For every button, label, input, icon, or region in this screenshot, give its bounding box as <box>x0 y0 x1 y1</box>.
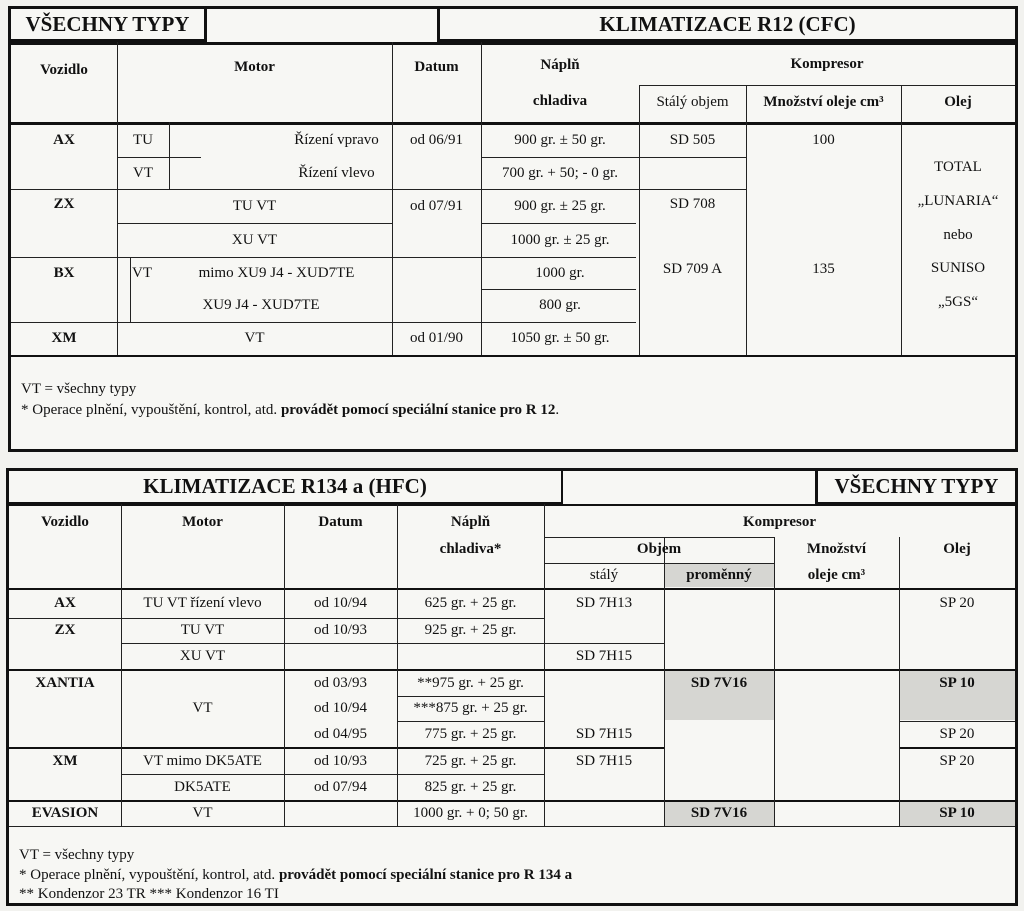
r134a-xantia-olej-3: SP 20 <box>939 725 975 742</box>
r134a-xm-datum-2: od 07/94 <box>314 778 367 795</box>
r134a-xm-napln-1: 725 gr. + 25 gr. <box>424 752 517 769</box>
r12-header-kompresor: Kompresor <box>790 56 864 73</box>
r12-header-vozidlo: Vozidlo <box>40 62 88 79</box>
r12-note-operace-bold: provádět pomocí speciální stanice pro R 12 <box>280 402 556 418</box>
r134a-ax-motor: TU VT řízení vlevo <box>143 595 262 612</box>
r134a-xantia-promenny: SD 7V16 <box>690 675 748 692</box>
r12-header-datum: Datum <box>414 59 459 76</box>
r134a-header-objem: Objem <box>636 541 682 558</box>
r12-zx-motor-2: XU VT <box>231 231 278 248</box>
r134a-xm-motor-2: DK5ATE <box>174 778 231 795</box>
r12-ax: AX <box>53 132 75 149</box>
r134a-evasion-promenny: SD 7V16 <box>690 804 748 821</box>
r12-bx-mnozstvi: 135 <box>812 261 835 278</box>
r134a-tag: VŠECHNY TYPY <box>815 471 1015 504</box>
r134a-zx-staly: SD 7H15 <box>575 647 633 664</box>
r12-xm-motor: VT <box>244 330 265 347</box>
r134a-header-oleje: oleje cm³ <box>807 566 866 583</box>
r12-xm-napln: 1050 gr. ± 50 gr. <box>510 330 610 347</box>
r134a-note-operace-bold: provádět pomocí speciální stanice pro R 134 a <box>278 867 573 883</box>
r134a-header-olej: Olej <box>943 541 971 558</box>
r12-header-motor: Motor <box>234 59 275 76</box>
r134a-xantia-napln-1: **975 gr. + 25 gr. <box>417 674 524 691</box>
r134a-ax: AX <box>54 595 76 612</box>
r12-ax-kompresor: SD 505 <box>669 132 716 149</box>
r12-xm-datum: od 01/90 <box>410 330 463 347</box>
r12-note-operace-end: . <box>555 402 560 418</box>
r134a-header-motor: Motor <box>182 514 223 531</box>
r134a-evasion: EVASION <box>31 804 99 821</box>
r12-bx-napln-2: 800 gr. <box>539 297 581 314</box>
r12-ax-tu: TU <box>133 132 153 149</box>
r134a-header-vozidlo: Vozidlo <box>41 514 89 531</box>
r12-ax-rizeni-vlevo: Řízení vlevo <box>298 164 375 181</box>
r12-bx: BX <box>53 265 75 282</box>
r134a-xantia: XANTIA <box>35 675 95 692</box>
r134a-header-staly: stálý <box>589 566 619 583</box>
r12-header-staly: Stálý objem <box>656 94 729 111</box>
r134a-xm-datum-1: od 10/93 <box>314 752 367 769</box>
r134a-zx-motor-1: TU VT <box>180 622 225 639</box>
r12-ax-napln-2: 700 gr. + 50; - 0 gr. <box>502 164 618 181</box>
r134a-header-kompresor: Kompresor <box>742 514 817 531</box>
r134a-header-chladiva: chladiva* <box>439 541 502 558</box>
r134a-note-operace <box>19 867 572 884</box>
r12-bx-motor-2: XU9 J4 - XUD7TE <box>202 297 320 314</box>
r12-zx-kompresor: SD 708 <box>669 196 716 213</box>
r12-bx-vt: VT <box>132 265 152 282</box>
r134a-xantia-staly-3: SD 7H15 <box>575 725 633 742</box>
r12-xm: XM <box>51 330 77 347</box>
r12-ax-mnozstvi: 100 <box>812 132 835 149</box>
r12-zx-napln-1: 900 gr. ± 25 gr. <box>514 197 606 214</box>
r12-zx-napln-2: 1000 gr. ± 25 gr. <box>510 231 610 248</box>
r134a-xantia-datum-1: od 03/93 <box>314 674 367 691</box>
r134a-title: KLIMATIZACE R134 a (HFC) <box>9 471 563 504</box>
r12-header-napln: Náplň <box>540 57 580 74</box>
r134a-header-napln: Náplň <box>450 514 491 531</box>
r134a-ax-napln: 625 gr. + 25 gr. <box>424 595 517 612</box>
r12-bx-napln-1: 1000 gr. <box>535 264 585 281</box>
r12-bx-kompresor: SD 709 A <box>662 261 723 278</box>
r134a-note-kondenzor: ** Kondenzor 23 TR *** Kondenzor 16 TI <box>19 886 279 902</box>
r134a-xm: XM <box>52 752 78 769</box>
r134a-xm-olej: SP 20 <box>939 752 975 769</box>
r12-table-panel <box>8 6 1018 452</box>
r12-tag: VŠECHNY TYPY <box>11 9 207 42</box>
r134a-ax-olej: SP 20 <box>939 595 975 612</box>
r134a-evasion-napln: 1000 gr. + 0; 50 gr. <box>413 804 528 821</box>
r134a-zx-motor-2: XU VT <box>179 647 226 664</box>
r12-header-chladiva: chladiva <box>532 93 588 110</box>
r134a-ax-datum: od 10/94 <box>314 595 367 612</box>
r134a-evasion-motor: VT <box>192 804 213 821</box>
r134a-xm-motor-1: VT mimo DK5ATE <box>143 752 262 769</box>
r134a-zx-napln: 925 gr. + 25 gr. <box>424 622 517 639</box>
r12-header-mnozstvi: Množství oleje cm³ <box>763 94 884 111</box>
r134a-header-mnozstvi: Množství <box>806 541 867 558</box>
r134a-table-panel <box>6 468 1018 906</box>
r12-zx-datum: od 07/91 <box>410 197 463 214</box>
r134a-xantia-olej-1: SP 10 <box>939 675 975 692</box>
r12-header-olej: Olej <box>944 94 972 111</box>
r134a-xm-napln-2: 825 gr. + 25 gr. <box>424 778 517 795</box>
r12-note-operace <box>21 402 559 419</box>
r12-ax-datum: od 06/91 <box>410 132 463 149</box>
r12-ax-napln-1: 900 gr. ± 50 gr. <box>514 132 606 149</box>
r134a-xantia-datum-2: od 10/94 <box>314 700 367 717</box>
r134a-xantia-napln-2: ***875 gr. + 25 gr. <box>413 700 528 717</box>
r134a-xm-staly: SD 7H15 <box>575 752 633 769</box>
r12-note-vt: VT = všechny typy <box>21 381 137 397</box>
r134a-ax-staly: SD 7H13 <box>575 595 633 612</box>
r12-olej-total: TOTAL <box>934 159 982 176</box>
r12-ax-rizeni-vpravo: Řízení vpravo <box>294 132 379 149</box>
r12-olej-lunaria: „LUNARIA“ <box>917 193 999 210</box>
r134a-evasion-olej: SP 10 <box>939 804 975 821</box>
r12-zx: ZX <box>53 196 75 213</box>
r12-title: KLIMATIZACE R12 (CFC) <box>437 9 1015 42</box>
r134a-zx: ZX <box>54 622 76 639</box>
r12-ax-vt: VT <box>133 164 153 181</box>
r12-olej-suniso: SUNISO <box>930 260 986 277</box>
r134a-header-datum: Datum <box>318 514 363 531</box>
r12-olej-nebo: nebo <box>943 227 973 244</box>
r134a-xantia-datum-3: od 04/95 <box>314 725 367 742</box>
r134a-note-vt: VT = všechny typy <box>19 847 135 863</box>
r12-olej-5gs: „5GS“ <box>938 294 978 311</box>
r12-note-operace-text: * Operace plnění, vypouštění, kontrol, atd. <box>21 402 281 418</box>
r134a-zx-datum: od 10/93 <box>314 622 367 639</box>
r134a-xantia-napln-3: 775 gr. + 25 gr. <box>424 725 517 742</box>
r12-bx-motor-1: mimo XU9 J4 - XUD7TE <box>198 265 355 282</box>
r12-zx-motor-1: TU VT <box>232 197 277 214</box>
r134a-note-operace-text: * Operace plnění, vypouštění, kontrol, atd. <box>19 867 279 883</box>
r134a-xantia-motor: VT <box>192 700 213 717</box>
r134a-header-promenny: proměnný <box>686 566 752 583</box>
